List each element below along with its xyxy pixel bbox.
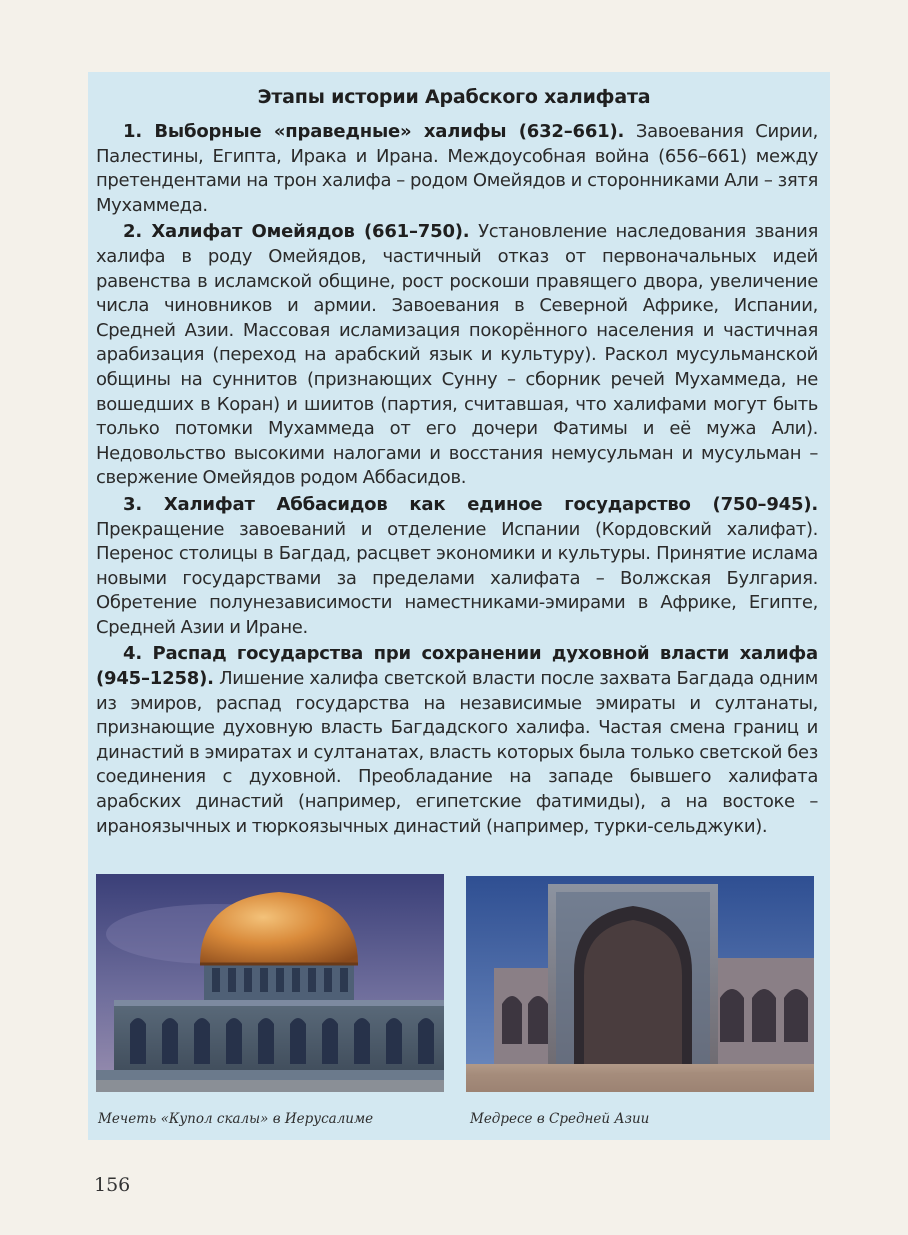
page-number: 156 [94, 1174, 131, 1196]
section-text: Установление наследования звания халифа в роду Омейядов, частичный отказ от первоначальных идей равенства в исламской общине, рост роскоши правящего двора, увеличение числа чиновников и армии. Завоевания в Северной Африке, Испании, Средней Азии. Массовая исламизация покорённого населения и частичная арабизация (переход на арабский язык и культуру). Раскол мусульманской общины на суннитов (признающих Сунну – сборник речей Мухаммеда, не вошедших в Коран) и шиитов (партия, считавшая, что халифами могут быть только потомки Мухаммеда от его дочери Фатимы и её мужа Али). Недовольство высокими налогами и восстания немусульман и мусульман – свержение Омейядов родом Аббасидов. [96, 221, 819, 489]
madrasa-photo [466, 876, 814, 1092]
figure-caption-right: Медресе в Средней Азии [470, 1111, 650, 1127]
section-text: Лишение халифа светской власти после захвата Багдада одним из эмиров, распад государства на независимые эмираты и султанаты, признающие духовную власть Багдадского халифа. Частая смена границ и династий в эмиратах и султанатах, власть которых была только светской без соединения с духовной. Преобладание на западе бывшего халифата арабских династий (например, египетские фатимиды), а на востоке – ираноязычных и тюркоязычных династий (например, турки-сельджуки). [96, 668, 818, 837]
section-2 [96, 220, 818, 491]
section-heading: 3. Халифат Аббасидов как единое государство (750–945). [123, 493, 818, 515]
box-title: Этапы истории Арабского халифата [257, 86, 651, 108]
section-heading: 4. Распад государства при сохранении духовной власти халифа (945–1258). [96, 643, 818, 690]
box-body [96, 120, 818, 839]
section-3 [96, 493, 818, 641]
section-1 [96, 120, 818, 218]
madrasa-illustration [466, 876, 814, 1092]
section-text: Завоевания Сирии, Палестины, Египта, Ирака и Ирана. Междоусобная война (656–661) между претендентами на трон халифа – родом Омейядов и сторонниками Али – зятя Мухаммеда. [96, 121, 818, 216]
section-heading: 1. Выборные «праведные» халифы (632–661). [123, 121, 625, 142]
section-4 [96, 642, 818, 839]
section-text: Прекращение завоеваний и отделение Испании (Кордовский халифат). Перенос столицы в Багдад, расцвет экономики и культуры. Принятие ислама новыми государствами за пределами халифата – Волжская Булгария. Обретение полунезависимости наместниками-эмирами в Африке, Египте, Средней Азии и Иране. [96, 518, 818, 638]
section-heading: 2. Халифат Омейядов (661–750). [123, 221, 470, 243]
dome-of-the-rock-illustration [96, 874, 444, 1092]
dome-of-the-rock-photo [96, 874, 444, 1092]
figure-caption-left: Мечеть «Купол скалы» в Иерусалиме [98, 1111, 374, 1127]
